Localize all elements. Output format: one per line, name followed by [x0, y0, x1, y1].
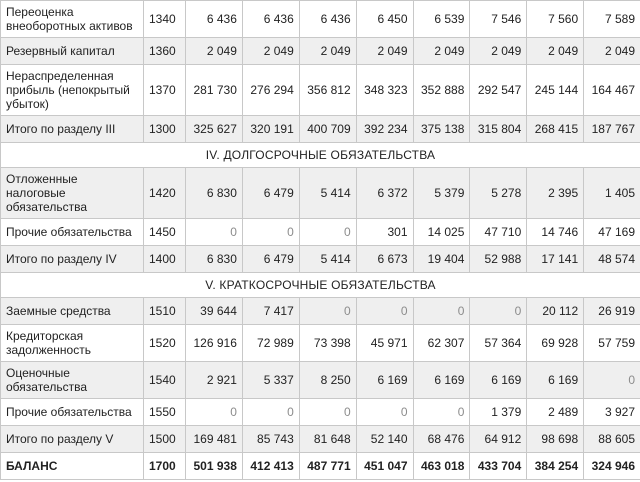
table-row: [1, 38, 640, 65]
row-code: 1340: [144, 1, 186, 38]
table-row: [1, 298, 640, 325]
row-code: 1500: [144, 426, 186, 453]
value-cell: 463 018: [413, 453, 470, 480]
table-row: [1, 65, 640, 116]
value-cell: 2 921: [186, 362, 243, 399]
value-cell: 315 804: [470, 116, 527, 143]
value-cell: 0: [413, 399, 470, 426]
value-cell: 0: [413, 298, 470, 325]
row-label: Отложенные налоговые обязательства: [1, 168, 144, 219]
value-cell: 6 372: [356, 168, 413, 219]
value-cell: 98 698: [527, 426, 584, 453]
value-cell: 6 436: [242, 1, 299, 38]
value-cell: 5 337: [242, 362, 299, 399]
row-code: 1540: [144, 362, 186, 399]
value-cell: 52 988: [470, 246, 527, 273]
value-cell: 433 704: [470, 453, 527, 480]
section-title: IV. ДОЛГОСРОЧНЫЕ ОБЯЗАТЕЛЬСТВА: [1, 143, 640, 168]
value-cell: 85 743: [242, 426, 299, 453]
row-label: Кредиторская задолженность: [1, 325, 144, 362]
value-cell: 52 140: [356, 426, 413, 453]
row-code: 1360: [144, 38, 186, 65]
value-cell: 292 547: [470, 65, 527, 116]
value-cell: 2 395: [527, 168, 584, 219]
value-cell: 268 415: [527, 116, 584, 143]
value-cell: 392 234: [356, 116, 413, 143]
row-code: 1300: [144, 116, 186, 143]
value-cell: 72 989: [242, 325, 299, 362]
value-cell: 64 912: [470, 426, 527, 453]
value-cell: 6 830: [186, 168, 243, 219]
value-cell: 7 546: [470, 1, 527, 38]
value-cell: 169 481: [186, 426, 243, 453]
value-cell: 1 379: [470, 399, 527, 426]
row-code: 1520: [144, 325, 186, 362]
value-cell: 164 467: [584, 65, 640, 116]
value-cell: 0: [470, 298, 527, 325]
value-cell: 0: [242, 219, 299, 246]
value-cell: 7 417: [242, 298, 299, 325]
value-cell: 6 479: [242, 168, 299, 219]
row-code: 1400: [144, 246, 186, 273]
value-cell: 57 759: [584, 325, 640, 362]
value-cell: 45 971: [356, 325, 413, 362]
value-cell: 3 927: [584, 399, 640, 426]
row-label: Итого по разделу IV: [1, 246, 144, 273]
table-row: [1, 325, 640, 362]
value-cell: 0: [299, 298, 356, 325]
table-row: [1, 116, 640, 143]
value-cell: 301: [356, 219, 413, 246]
table-row: [1, 168, 640, 219]
value-cell: 324 946: [584, 453, 640, 480]
value-cell: 0: [242, 399, 299, 426]
value-cell: 6 830: [186, 246, 243, 273]
row-label: Прочие обязательства: [1, 399, 144, 426]
section-header-row: [1, 143, 640, 168]
row-label: Резервный капитал: [1, 38, 144, 65]
row-label: БАЛАНС: [1, 453, 144, 480]
table-row: [1, 246, 640, 273]
value-cell: 501 938: [186, 453, 243, 480]
value-cell: 6 169: [413, 362, 470, 399]
row-label: Итого по разделу III: [1, 116, 144, 143]
value-cell: 57 364: [470, 325, 527, 362]
row-label: Переоценка внеоборотных активов: [1, 1, 144, 38]
value-cell: 0: [186, 219, 243, 246]
value-cell: 14 746: [527, 219, 584, 246]
value-cell: 245 144: [527, 65, 584, 116]
table-row: [1, 1, 640, 38]
value-cell: 126 916: [186, 325, 243, 362]
value-cell: 5 379: [413, 168, 470, 219]
value-cell: 20 112: [527, 298, 584, 325]
value-cell: 2 049: [299, 38, 356, 65]
row-label: Заемные средства: [1, 298, 144, 325]
value-cell: 0: [299, 219, 356, 246]
value-cell: 2 049: [470, 38, 527, 65]
row-code: 1550: [144, 399, 186, 426]
value-cell: 6 539: [413, 1, 470, 38]
value-cell: 81 648: [299, 426, 356, 453]
value-cell: 6 450: [356, 1, 413, 38]
value-cell: 352 888: [413, 65, 470, 116]
value-cell: 6 169: [470, 362, 527, 399]
value-cell: 88 605: [584, 426, 640, 453]
value-cell: 348 323: [356, 65, 413, 116]
value-cell: 2 049: [242, 38, 299, 65]
value-cell: 17 141: [527, 246, 584, 273]
value-cell: 62 307: [413, 325, 470, 362]
row-label: Нераспределенная прибыль (непокрытый убыток): [1, 65, 144, 116]
table-row: [1, 426, 640, 453]
value-cell: 2 049: [584, 38, 640, 65]
value-cell: 375 138: [413, 116, 470, 143]
value-cell: 384 254: [527, 453, 584, 480]
value-cell: 7 560: [527, 1, 584, 38]
value-cell: 19 404: [413, 246, 470, 273]
row-label: Оценочные обязательства: [1, 362, 144, 399]
value-cell: 47 710: [470, 219, 527, 246]
section-title: V. КРАТКОСРОЧНЫЕ ОБЯЗАТЕЛЬСТВА: [1, 273, 640, 298]
section-header-row: [1, 273, 640, 298]
table-body: [1, 1, 640, 480]
value-cell: 6 479: [242, 246, 299, 273]
value-cell: 5 414: [299, 168, 356, 219]
value-cell: 187 767: [584, 116, 640, 143]
value-cell: 47 169: [584, 219, 640, 246]
value-cell: 69 928: [527, 325, 584, 362]
value-cell: 48 574: [584, 246, 640, 273]
value-cell: 0: [299, 399, 356, 426]
value-cell: 400 709: [299, 116, 356, 143]
value-cell: 0: [356, 399, 413, 426]
value-cell: 0: [186, 399, 243, 426]
row-label: Прочие обязательства: [1, 219, 144, 246]
value-cell: 6 169: [356, 362, 413, 399]
row-label: Итого по разделу V: [1, 426, 144, 453]
value-cell: 73 398: [299, 325, 356, 362]
row-code: 1450: [144, 219, 186, 246]
row-code: 1510: [144, 298, 186, 325]
value-cell: 487 771: [299, 453, 356, 480]
value-cell: 2 489: [527, 399, 584, 426]
value-cell: 6 436: [186, 1, 243, 38]
row-code: 1700: [144, 453, 186, 480]
value-cell: 26 919: [584, 298, 640, 325]
value-cell: 2 049: [413, 38, 470, 65]
table-row: [1, 362, 640, 399]
value-cell: 2 049: [356, 38, 413, 65]
value-cell: 6 169: [527, 362, 584, 399]
value-cell: 281 730: [186, 65, 243, 116]
value-cell: 6 436: [299, 1, 356, 38]
value-cell: 6 673: [356, 246, 413, 273]
value-cell: 412 413: [242, 453, 299, 480]
value-cell: 320 191: [242, 116, 299, 143]
row-code: 1420: [144, 168, 186, 219]
value-cell: 451 047: [356, 453, 413, 480]
value-cell: 0: [356, 298, 413, 325]
value-cell: 2 049: [527, 38, 584, 65]
row-code: 1370: [144, 65, 186, 116]
value-cell: 5 414: [299, 246, 356, 273]
value-cell: 2 049: [186, 38, 243, 65]
value-cell: 276 294: [242, 65, 299, 116]
table-row: [1, 453, 640, 480]
value-cell: 14 025: [413, 219, 470, 246]
value-cell: 5 278: [470, 168, 527, 219]
value-cell: 325 627: [186, 116, 243, 143]
value-cell: 68 476: [413, 426, 470, 453]
value-cell: 0: [584, 362, 640, 399]
table-row: [1, 219, 640, 246]
value-cell: 7 589: [584, 1, 640, 38]
value-cell: 39 644: [186, 298, 243, 325]
value-cell: 1 405: [584, 168, 640, 219]
table-row: [1, 399, 640, 426]
value-cell: 356 812: [299, 65, 356, 116]
value-cell: 8 250: [299, 362, 356, 399]
